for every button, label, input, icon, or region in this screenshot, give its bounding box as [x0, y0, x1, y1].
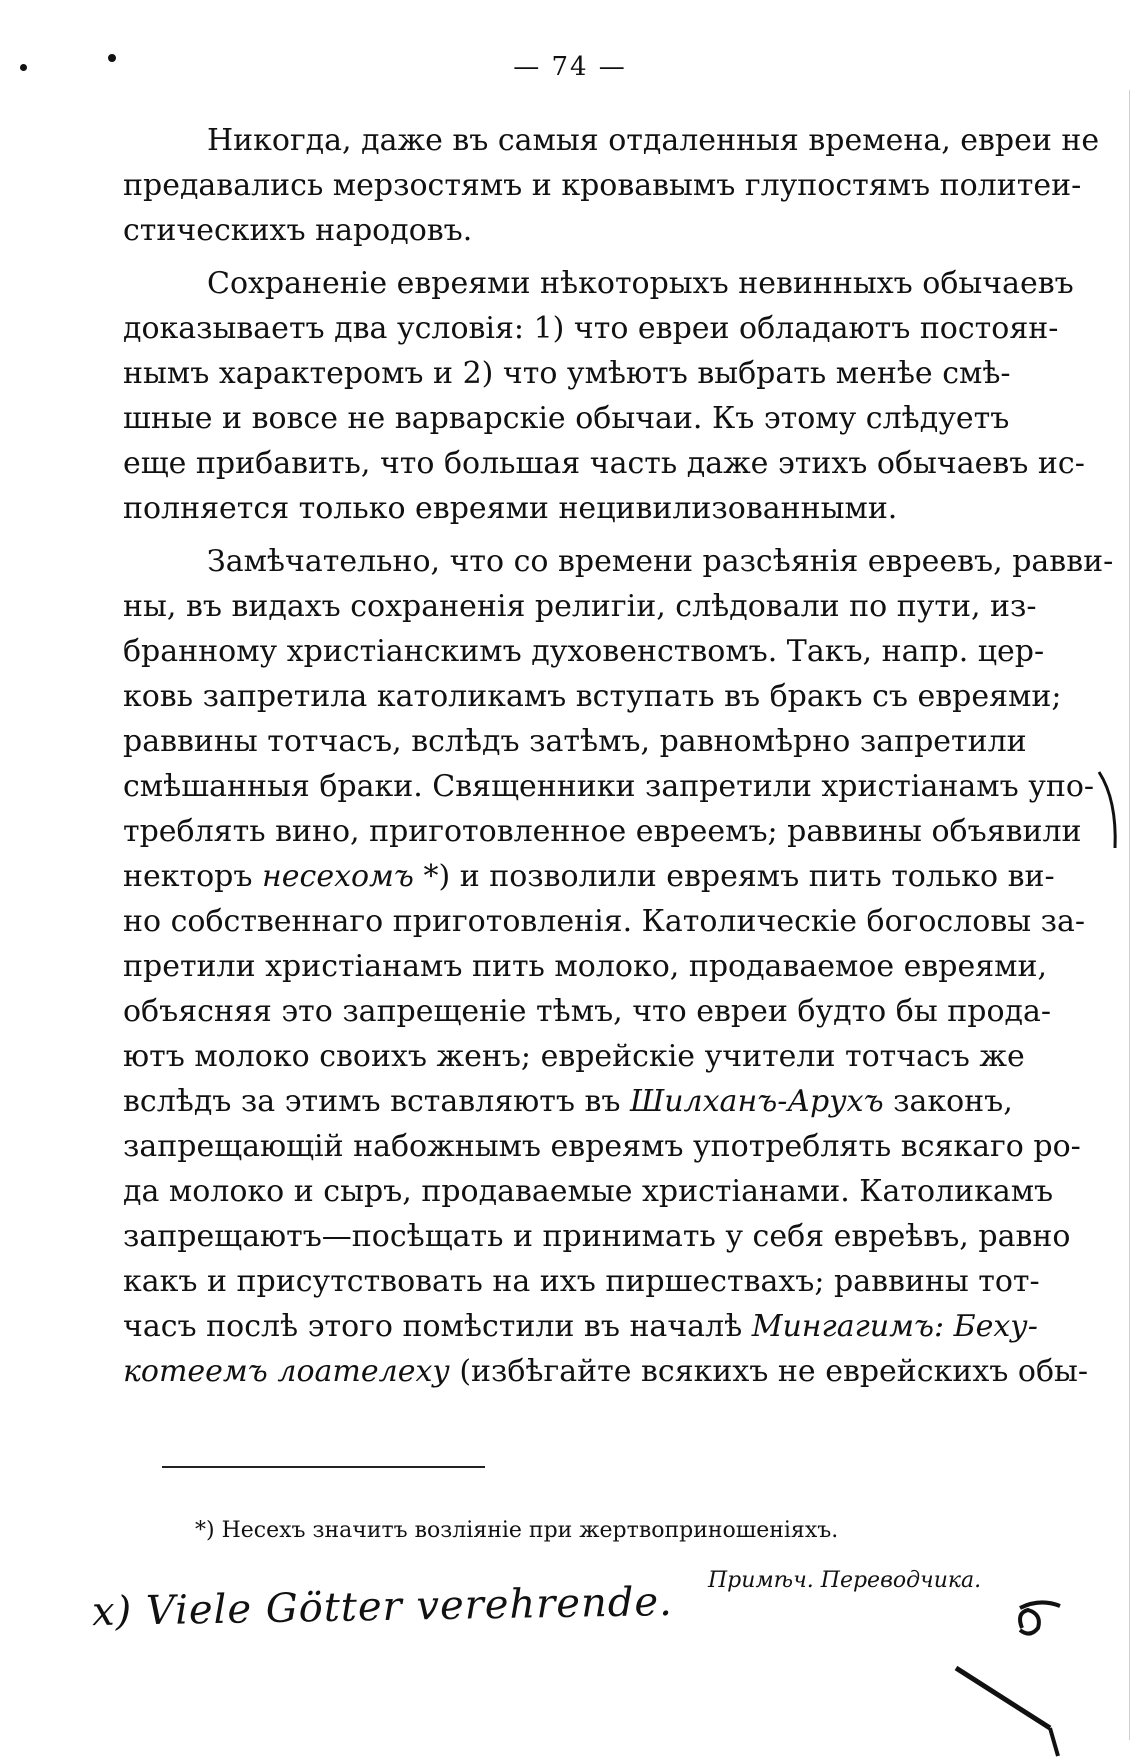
handwritten-annotation: x) Viele Götter verehrende. [91, 1578, 674, 1636]
text-fragment: вслѣдъ за этимъ вставляютъ въ [123, 1084, 621, 1119]
footnote: *) Несехъ значитъ возліяніе при жертвоприношеніяхъ. [195, 1518, 839, 1543]
text-line: полняется только евреями нецивилизованными. [123, 491, 898, 526]
text-line: предавались мерзостямъ и кровавымъ глупостямъ политеи- [123, 168, 1082, 203]
text-line: Никогда, даже въ самыя отдаленныя времена, евреи не [207, 123, 1100, 158]
paragraph-3 [123, 539, 1114, 1394]
text-line: ны, въ видахъ сохраненія религіи, слѣдовали по пути, из- [123, 589, 1037, 624]
text-line: Замѣчательно, что со времени разсѣянія евреевъ, равви- [207, 544, 1114, 579]
text-line: нымъ характеромъ и 2) что умѣютъ выбрать менѣе смѣ- [123, 356, 1011, 391]
text-fragment: законъ, [893, 1084, 1013, 1119]
text-line: запрещающій набожнымъ евреямъ употреблять всякаго ро- [123, 1129, 1081, 1164]
text-line: бранному христіанскимъ духовенствомъ. Такъ, напр. цер- [123, 634, 1045, 669]
text-line: объясняя это запрещеніе тѣмъ, что евреи будто бы прода- [123, 994, 1051, 1029]
text-fragment: часъ послѣ этого помѣстили въ началѣ [123, 1309, 743, 1344]
text-line [123, 1079, 1060, 1124]
paragraph-1 [123, 118, 1100, 253]
text-line [123, 1349, 1089, 1394]
text-line: шные и вовсе не варварскіе обычаи. Къ этому слѣдуетъ [123, 401, 1010, 436]
text-line [123, 1304, 1060, 1349]
text-line: стическихъ народовъ. [123, 213, 473, 248]
text-line: еще прибавить, что большая часть даже этихъ обычаевъ ис- [123, 446, 1085, 481]
text-line: ютъ молоко своихъ женъ; еврейскіе учители тотчасъ же [123, 1039, 1025, 1074]
text-line: раввины тотчасъ, вслѣдъ затѣмъ, равномѣрно запретили [123, 724, 1027, 759]
text-line: смѣшанныя браки. Священники запретили христіанамъ упо- [123, 769, 1095, 804]
text-line: запрещаютъ—посѣщать и принимать у себя евреѣвъ, равно [123, 1219, 1071, 1254]
footnote-divider [162, 1466, 485, 1468]
page-number: — 74 — [513, 52, 627, 82]
text-line: доказываетъ два условія: 1) что евреи обладаютъ постоян- [123, 311, 1059, 346]
scan-edge-line [1129, 90, 1130, 1740]
body-text [123, 118, 1114, 1402]
text-line: Сохраненіе евреями нѣкоторыхъ невинныхъ обычаевъ [207, 266, 1074, 301]
text-line: но собственнаго приготовленія. Католическіе богословы за- [123, 904, 1086, 939]
italic-term: Шилханъ-Арухъ [629, 1084, 884, 1119]
italic-term: Мингагимъ: Беху- [751, 1309, 1038, 1344]
text-line: треблять вино, приготовленное евреемъ; раввины объявили [123, 814, 1082, 849]
text-fragment: (избѣгайте всякихъ не еврейскихъ обы- [459, 1354, 1089, 1389]
text-line: какъ и присутствовать на ихъ пиршествахъ; раввины тот- [123, 1264, 1040, 1299]
italic-term: несехомъ [262, 859, 414, 894]
text-line: претили христіанамъ пить молоко, продаваемое евреями, [123, 949, 1048, 984]
text-line [123, 854, 1060, 899]
text-line: да молоко и сыръ, продаваемые христіанами. Католикамъ [123, 1174, 1054, 1209]
margin-hook-mark [950, 1588, 1100, 1758]
text-fragment: *) и позволили евреямъ пить только ви- [423, 859, 1055, 894]
margin-bracket-mark [1095, 770, 1125, 850]
paragraph-2 [123, 261, 1085, 531]
italic-term: котеемъ лоателеху [123, 1354, 450, 1389]
translator-note: Примѣч. Переводчика. [708, 1568, 982, 1593]
text-line: ковь запретила католикамъ вступать въ бракъ съ евреями; [123, 679, 1062, 714]
text-fragment: некторъ [123, 859, 253, 894]
